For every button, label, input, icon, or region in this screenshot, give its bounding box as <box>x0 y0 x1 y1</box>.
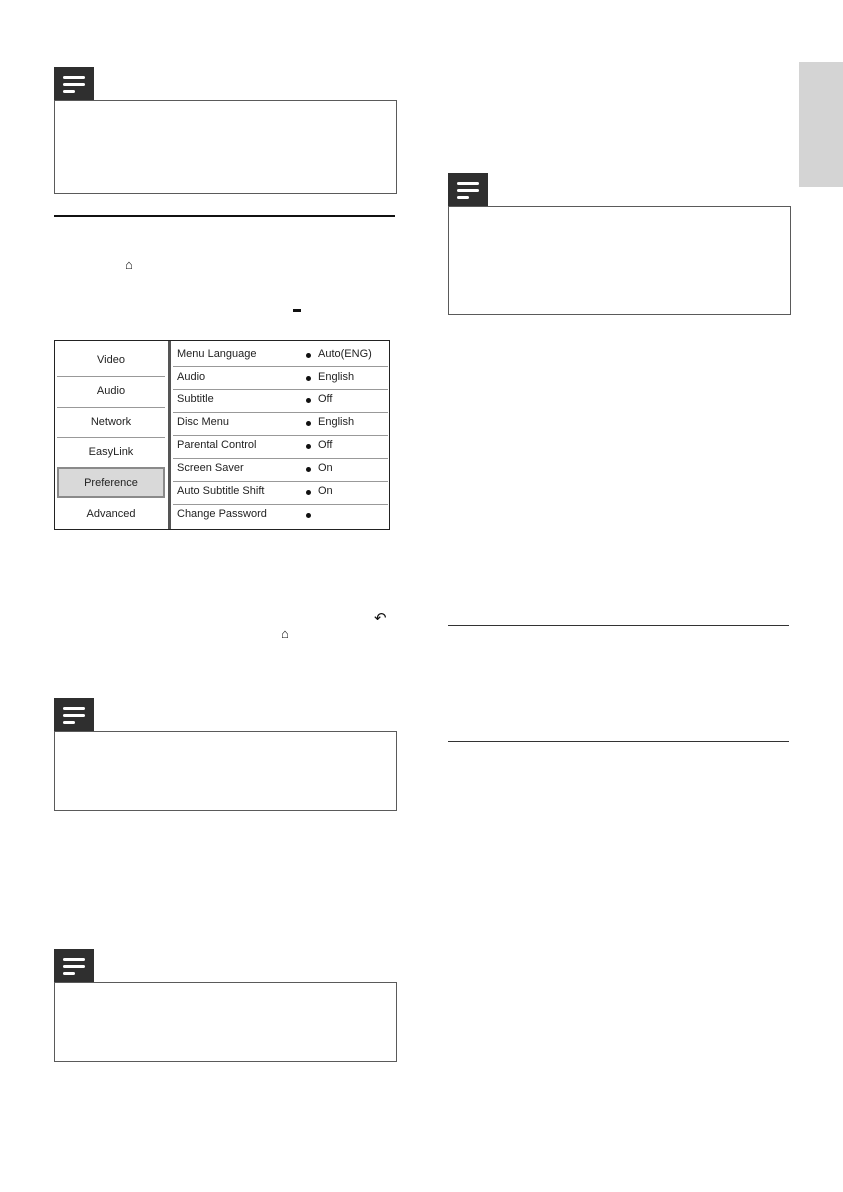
bullet-icon <box>306 467 311 472</box>
option-value: On <box>318 485 333 497</box>
category-video[interactable] <box>57 345 165 375</box>
settings-menu <box>54 340 390 530</box>
option-label: Audio <box>177 371 206 383</box>
category-label: Audio <box>96 385 126 397</box>
menu-divider <box>168 341 171 529</box>
back-icon: ↶ <box>374 610 387 627</box>
option-label: Subtitle <box>177 393 214 405</box>
note-icon <box>54 698 94 732</box>
option-row[interactable] <box>173 458 388 481</box>
bullet-icon <box>306 398 311 403</box>
note-box-1 <box>54 100 397 194</box>
category-label: EasyLink <box>88 446 134 458</box>
option-label: Menu Language <box>177 348 257 360</box>
category-audio[interactable] <box>57 376 165 406</box>
option-label: Auto Subtitle Shift <box>177 485 265 497</box>
language-side-tab <box>799 62 843 187</box>
note-box-2 <box>54 731 397 811</box>
bullet-icon <box>306 376 311 381</box>
category-preference[interactable] <box>57 467 165 498</box>
section-rule <box>54 215 395 217</box>
bullet-icon <box>306 490 311 495</box>
option-label: Disc Menu <box>177 416 229 428</box>
category-label: Preference <box>84 476 138 489</box>
option-row[interactable] <box>173 367 388 390</box>
category-label: Video <box>97 354 125 366</box>
bullet-icon <box>306 444 311 449</box>
bullet-icon <box>306 353 311 358</box>
section-rule <box>448 625 789 626</box>
note-box-3 <box>54 982 397 1062</box>
category-easylink[interactable] <box>57 437 165 467</box>
option-row[interactable] <box>173 344 388 367</box>
option-label: Parental Control <box>177 439 257 451</box>
home-icon: ⌂ <box>125 257 133 272</box>
note-icon <box>448 173 488 207</box>
option-value: Off <box>318 393 333 405</box>
option-row[interactable] <box>173 412 388 435</box>
category-advanced[interactable] <box>57 499 165 529</box>
option-row[interactable] <box>173 504 388 527</box>
option-value: On <box>318 462 333 474</box>
category-list <box>55 341 168 529</box>
bullet-icon <box>306 513 311 518</box>
option-row[interactable] <box>173 389 388 412</box>
note-box-4 <box>448 206 791 315</box>
option-value: English <box>318 416 355 428</box>
section-rule <box>448 741 789 742</box>
option-value: English <box>318 371 355 383</box>
arrow-icon <box>293 309 301 312</box>
category-label: Advanced <box>86 508 136 520</box>
option-row[interactable] <box>173 435 388 458</box>
category-label: Network <box>90 416 132 428</box>
option-value: Off <box>318 439 333 451</box>
option-label: Screen Saver <box>177 462 244 474</box>
category-network[interactable] <box>57 407 165 437</box>
option-value: Auto(ENG) <box>318 348 372 360</box>
home-icon: ⌂ <box>281 626 289 641</box>
note-icon <box>54 949 94 983</box>
option-label: Change Password <box>177 508 267 520</box>
option-row[interactable] <box>173 481 388 504</box>
bullet-icon <box>306 421 311 426</box>
note-icon <box>54 67 94 101</box>
